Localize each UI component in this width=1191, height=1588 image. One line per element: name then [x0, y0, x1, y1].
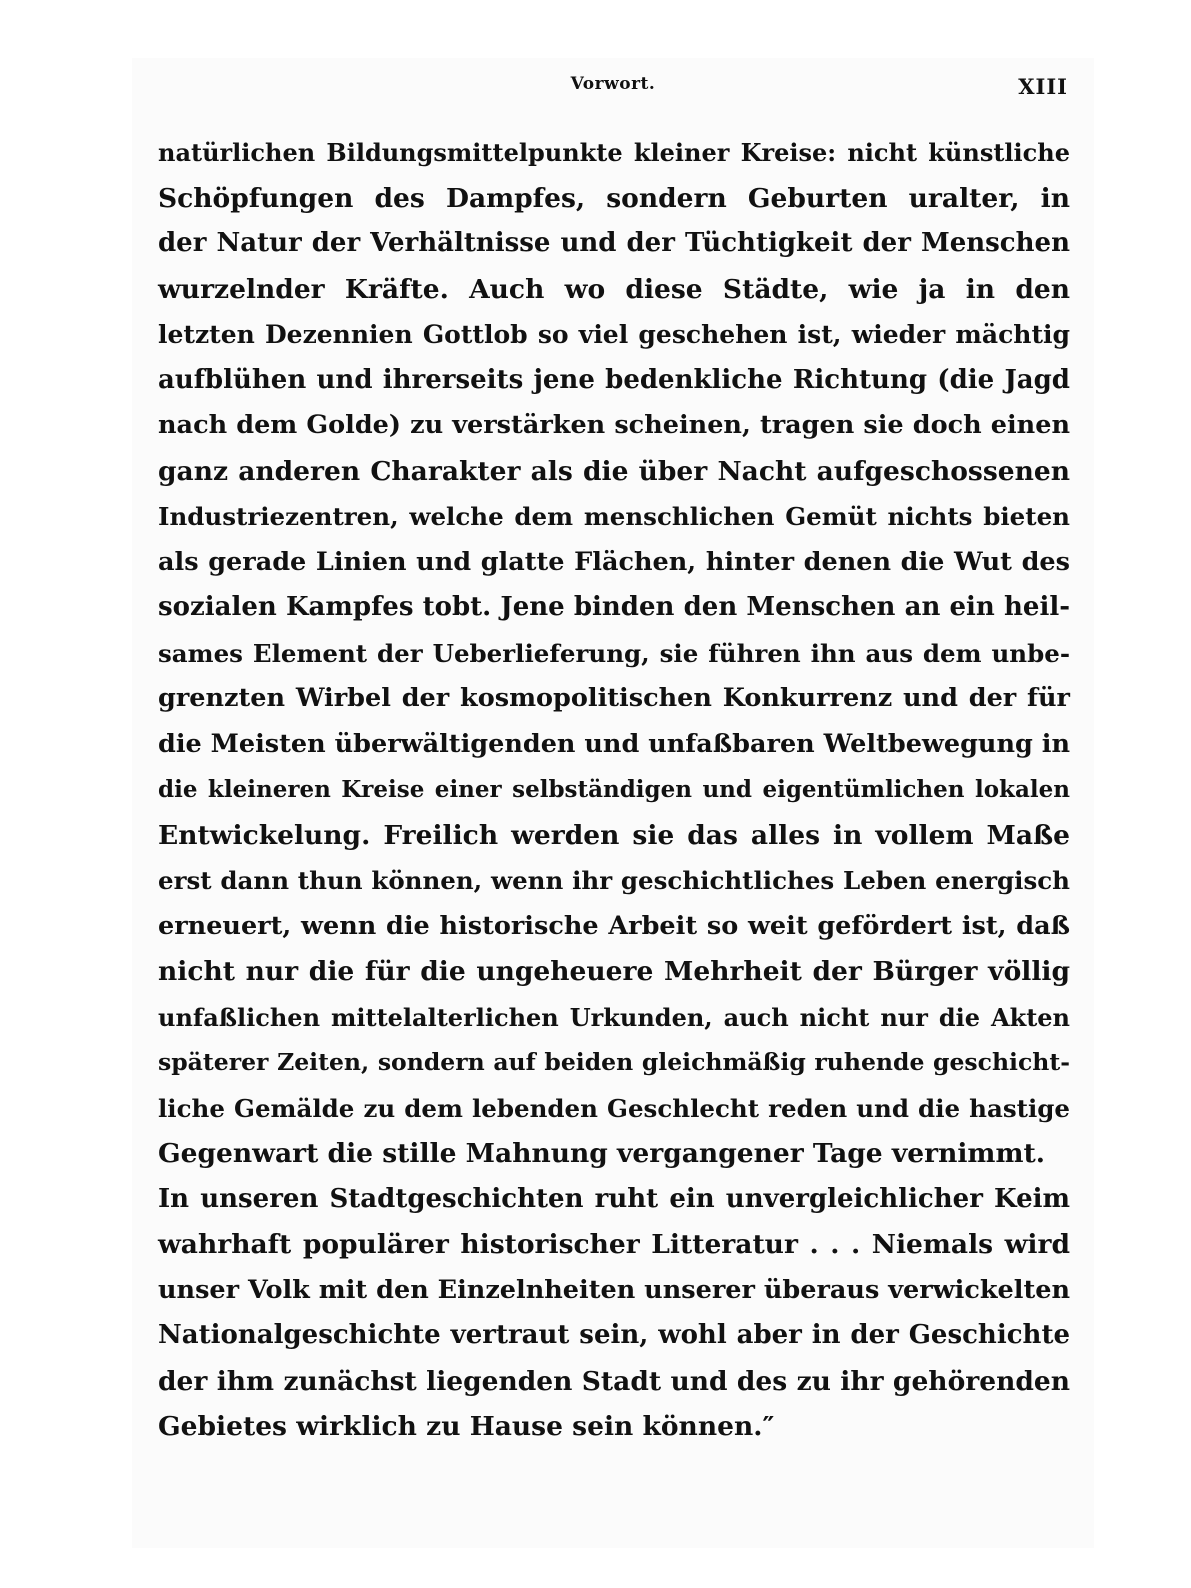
running-title: Vorwort.: [570, 74, 656, 94]
text-line: nicht nur die für die ungeheuere Mehrheit der Bürger völlig: [158, 956, 1070, 987]
text-line: letzten Dezennien Gottlob so viel geschehen ist, wieder mächtig: [158, 320, 1070, 349]
text-line: grenzten Wirbel der kosmopolitischen Konkurrenz und der für: [158, 683, 1070, 713]
text-line: erneuert, wenn die historische Arbeit so weit gefördert ist, daß: [158, 910, 1070, 941]
text-line: die Meisten überwältigenden und unfaßbaren Weltbewegung in: [158, 728, 1070, 759]
text-line: aufblühen und ihrerseits jene bedenkliche Richtung (die Jagd: [158, 364, 1070, 395]
text-line: unser Volk mit den Einzelnheiten unserer überaus verwickelten: [158, 1274, 1070, 1305]
body-text: [158, 130, 1070, 1450]
text-line: als gerade Linien und glatte Flächen, hinter denen die Wut des: [158, 546, 1070, 577]
text-line: unfaßlichen mittelalterlichen Urkunden, auch nicht nur die Akten: [158, 1002, 1070, 1032]
text-line: Gebietes wirklich zu Hause sein können.″: [158, 1411, 775, 1442]
text-line: Entwickelung. Freilich werden sie das alles in vollem Maße: [158, 819, 1070, 851]
text-line: Schöpfungen des Dampfes, sondern Geburten uralter, in: [158, 182, 1070, 214]
text-line: sames Element der Ueberlieferung, sie führen ihn aus dem unbe-: [158, 638, 1070, 668]
text-line: der ihm zunächst liegenden Stadt und des zu ihr gehörenden: [158, 1365, 1070, 1397]
text-line: liche Gemälde zu dem lebenden Geschlecht reden und die hastige: [158, 1093, 1070, 1123]
text-line: der Natur der Verhältnisse und der Tüchtigkeit der Menschen: [158, 228, 1070, 258]
text-line: späterer Zeiten, sondern auf beiden gleichmäßig ruhende geschicht-: [158, 1048, 1070, 1076]
text-line: natürlichen Bildungsmittelpunkte kleiner Kreise: nicht künstliche: [158, 138, 1070, 167]
text-line: In unseren Stadtgeschichten ruht ein unvergleichlicher Keim: [158, 1183, 1070, 1214]
text-line: erst dann thun können, wenn ihr geschichtliches Leben energisch: [158, 866, 1070, 895]
text-line: wurzelnder Kräfte. Auch wo diese Städte, wie ja in den: [158, 273, 1070, 305]
text-line: Gegenwart die stille Mahnung vergangener Tage vernimmt.: [158, 1138, 1045, 1169]
text-line: Nationalgeschichte vertraut sein, wohl aber in der Geschichte: [158, 1320, 1070, 1350]
page-number: XIII: [1018, 74, 1068, 99]
text-line: sozialen Kampfes tobt. Jene binden den Menschen an ein heil-: [158, 592, 1070, 622]
text-line: nach dem Golde) zu verstärken scheinen, tragen sie doch einen: [158, 410, 1070, 440]
text-line: wahrhaft populärer historischer Litteratur . . . Niemals wird: [158, 1229, 1070, 1260]
text-line: die kleineren Kreise einer selbständigen und eigentümlichen lokalen: [158, 776, 1070, 803]
page-header: [158, 74, 1068, 110]
text-line: Industriezentren, welche dem menschlichen Gemüt nichts bieten: [158, 502, 1070, 531]
text-line: ganz anderen Charakter als die über Nacht aufgeschossenen: [158, 455, 1070, 487]
